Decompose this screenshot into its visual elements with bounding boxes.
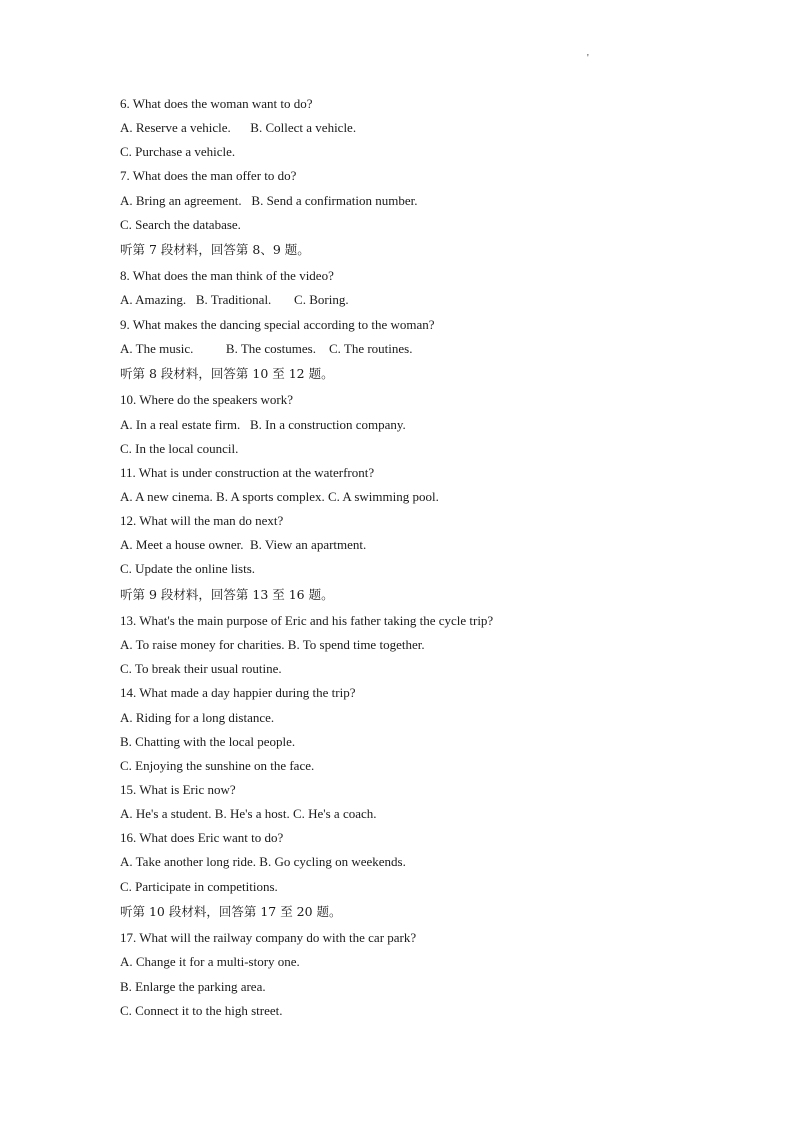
section-instruction-9: 听第 9 段材料，回答第 13 至 16 题。: [120, 586, 334, 602]
question-15-options: A. He's a student. B. He's a host. C. He's a coach.: [120, 806, 377, 822]
question-14-option-b: B. Chatting with the local people.: [120, 733, 296, 749]
question-17-option-b: B. Enlarge the parking area.: [120, 978, 266, 994]
question-17-option-a: A. Change it for a multi-story one.: [120, 954, 300, 970]
section-instruction-10: 听第 10 段材料，回答第 17 至 20 题。: [120, 903, 342, 919]
question-10-option-c: C. In the local council.: [120, 440, 239, 456]
question-15: 15. What is Eric now?: [120, 782, 236, 798]
question-9-options: A. The music. B. The costumes. C. The routines.: [120, 340, 413, 356]
question-7-option-c: C. Search the database.: [120, 216, 241, 232]
question-list: [120, 92, 760, 1023]
question-12-options-ab: A. Meet a house owner. B. View an apartment.: [120, 537, 367, 553]
section-instruction-7: 听第 7 段材料，回答第 8、9 题。: [120, 241, 310, 257]
question-14-option-c: C. Enjoying the sunshine on the face.: [120, 757, 315, 773]
question-10: 10. Where do the speakers work?: [120, 392, 294, 408]
question-12-option-c: C. Update the online lists.: [120, 561, 256, 577]
question-10-options-ab: A. In a real estate firm. B. In a construction company.: [120, 416, 406, 432]
question-6: 6. What does the woman want to do?: [120, 96, 313, 111]
question-14: 14. What made a day happier during the trip?: [120, 685, 356, 701]
question-12: 12. What will the man do next?: [120, 513, 284, 529]
question-13-options-ab: A. To raise money for charities. B. To spend time together.: [120, 637, 425, 653]
question-8: 8. What does the man think of the video?: [120, 268, 334, 284]
question-16-option-c: C. Participate in competitions.: [120, 878, 278, 894]
question-16-options-ab: A. Take another long ride. B. Go cycling on weekends.: [120, 854, 406, 870]
question-17-option-c: C. Connect it to the high street.: [120, 1002, 283, 1018]
question-9: 9. What makes the dancing special according to the woman?: [120, 316, 435, 332]
question-14-option-a: A. Riding for a long distance.: [120, 709, 275, 725]
question-17: 17. What will the railway company do with the car park?: [120, 930, 417, 946]
section-instruction-8: 听第 8 段材料，回答第 10 至 12 题。: [120, 365, 334, 381]
page-mark: ': [587, 53, 589, 64]
question-11-options: A. A new cinema. B. A sports complex. C. A swimming pool.: [120, 488, 439, 504]
question-13: 13. What's the main purpose of Eric and his father taking the cycle trip?: [120, 613, 494, 629]
question-11: 11. What is under construction at the waterfront?: [120, 464, 375, 480]
question-13-option-c: C. To break their usual routine.: [120, 661, 282, 677]
question-6-options-ab: A. Reserve a vehicle. B. Collect a vehicle.: [120, 120, 357, 136]
question-7-options-ab: A. Bring an agreement. B. Send a confirmation number.: [120, 192, 418, 208]
question-16: 16. What does Eric want to do?: [120, 830, 284, 846]
question-7: 7. What does the man offer to do?: [120, 168, 297, 184]
question-6-option-c: C. Purchase a vehicle.: [120, 144, 236, 160]
question-8-options: A. Amazing. B. Traditional. C. Boring.: [120, 292, 349, 308]
